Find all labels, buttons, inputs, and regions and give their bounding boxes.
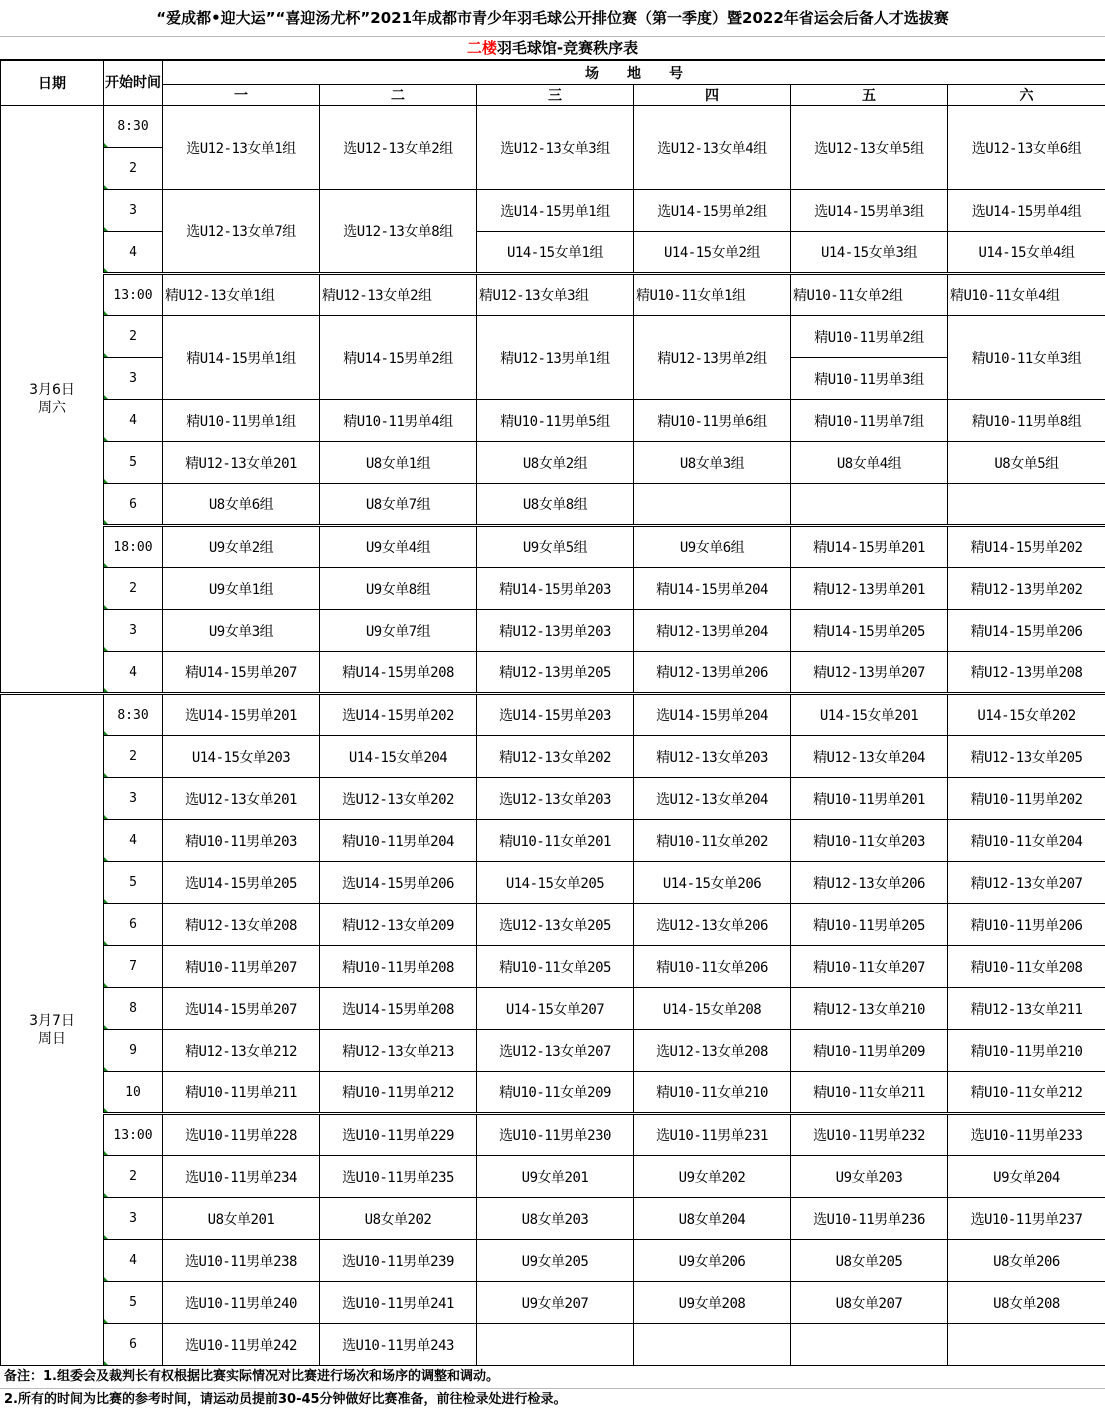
note-line-2: 2.所有的时间为比赛的参考时间，请运动员提前30-45分钟做好比赛准备，前往检录处进行检录。 — [0, 1388, 1105, 1411]
match-cell: 选U10-11男单228 — [163, 1114, 320, 1156]
match-cell: 选U10-11男单240 — [163, 1282, 320, 1324]
match-cell: 选U12-13女单3组 — [477, 106, 634, 190]
match-cell: 选U10-11男单231 — [634, 1114, 791, 1156]
match-cell: 选U14-15男单202 — [320, 694, 477, 736]
match-cell: U8女单4组 — [791, 442, 948, 484]
date-label: 3月6日 — [29, 382, 75, 398]
header-court-3: 三 — [477, 85, 634, 106]
schedule-row — [1, 400, 1105, 442]
match-cell: 选U10-11男单233 — [948, 1114, 1105, 1156]
match-cell: 选U10-11男单232 — [791, 1114, 948, 1156]
start-time-cell: 9 — [104, 1030, 163, 1072]
match-cell: U9女单2组 — [163, 526, 320, 568]
date-cell-day1 — [1, 106, 104, 694]
match-cell: 精U10-11男单3组 — [791, 358, 948, 400]
match-cell: U8女单201 — [163, 1198, 320, 1240]
header-court-4: 四 — [634, 85, 791, 106]
match-cell: U14-15女单3组 — [791, 232, 948, 274]
match-cell: 选U10-11男单239 — [320, 1240, 477, 1282]
match-cell: 选U10-11男单230 — [477, 1114, 634, 1156]
match-cell: U8女单1组 — [320, 442, 477, 484]
match-cell: U8女单208 — [948, 1282, 1105, 1324]
match-cell: 精U12-13男单204 — [634, 610, 791, 652]
start-time-cell: 13:00 — [104, 1114, 163, 1156]
match-cell: 选U12-13女单208 — [634, 1030, 791, 1072]
subtitle-floor: 二楼 — [466, 39, 497, 57]
match-cell: U8女单205 — [791, 1240, 948, 1282]
match-cell: 精U12-13男单207 — [791, 652, 948, 694]
match-cell: 选U12-13女单207 — [477, 1030, 634, 1072]
match-cell: 选U10-11男单238 — [163, 1240, 320, 1282]
start-time-cell: 2 — [104, 316, 163, 358]
match-cell: 选U10-11男单243 — [320, 1324, 477, 1366]
match-cell: 精U14-15男单203 — [477, 568, 634, 610]
start-time-cell: 10 — [104, 1072, 163, 1114]
match-cell: 精U10-11女单212 — [948, 1072, 1105, 1114]
match-cell: 选U12-13女单8组 — [320, 190, 477, 274]
schedule-row — [1, 1072, 1105, 1114]
match-cell: 精U10-11男单211 — [163, 1072, 320, 1114]
date-label: 3月7日 — [29, 1013, 75, 1029]
start-time-cell: 4 — [104, 820, 163, 862]
empty-cell — [948, 484, 1105, 526]
start-time-cell: 13:00 — [104, 274, 163, 316]
start-time-cell: 8 — [104, 988, 163, 1030]
match-cell: 选U14-15男单203 — [477, 694, 634, 736]
match-cell: 精U12-13男单206 — [634, 652, 791, 694]
match-cell: 选U12-13女单203 — [477, 778, 634, 820]
match-cell: 精U14-15男单2组 — [320, 316, 477, 400]
match-cell: 精U10-11男单204 — [320, 820, 477, 862]
start-time-cell: 8:30 — [104, 106, 163, 148]
match-cell: 精U10-11男单4组 — [320, 400, 477, 442]
match-cell: 选U12-13女单2组 — [320, 106, 477, 190]
match-cell: U8女单202 — [320, 1198, 477, 1240]
start-time-cell: 2 — [104, 568, 163, 610]
match-cell: 精U10-11男单207 — [163, 946, 320, 988]
match-cell: 精U12-13女单202 — [477, 736, 634, 778]
match-cell: 精U12-13女单209 — [320, 904, 477, 946]
match-cell: 选U12-13女单7组 — [163, 190, 320, 274]
match-cell: U14-15女单206 — [634, 862, 791, 904]
match-cell: 精U10-11男单206 — [948, 904, 1105, 946]
match-cell: 精U12-13女单212 — [163, 1030, 320, 1072]
match-cell: U14-15女单204 — [320, 736, 477, 778]
match-cell: U9女单207 — [477, 1282, 634, 1324]
schedule-row — [1, 274, 1105, 316]
match-cell: 精U10-11男单202 — [948, 778, 1105, 820]
match-cell: 精U10-11女单3组 — [948, 316, 1105, 400]
match-cell: 选U14-15男单4组 — [948, 190, 1105, 232]
match-cell: 精U12-13男单2组 — [634, 316, 791, 400]
match-cell: 精U12-13女单211 — [948, 988, 1105, 1030]
match-cell: 选U12-13女单4组 — [634, 106, 791, 190]
match-cell: 精U10-11女单206 — [634, 946, 791, 988]
match-cell: 精U14-15男单205 — [791, 610, 948, 652]
match-cell: 精U14-15男单206 — [948, 610, 1105, 652]
schedule-row — [1, 568, 1105, 610]
schedule-row — [1, 652, 1105, 694]
weekday-label: 周日 — [38, 1031, 66, 1047]
match-cell: 精U12-13女单201 — [163, 442, 320, 484]
match-cell: 选U14-15男单3组 — [791, 190, 948, 232]
header-court-5: 五 — [791, 85, 948, 106]
match-cell: 精U12-13女单203 — [634, 736, 791, 778]
match-cell: 精U14-15男单208 — [320, 652, 477, 694]
schedule-row — [1, 1156, 1105, 1198]
match-cell: U14-15女单1组 — [477, 232, 634, 274]
schedule-row — [1, 694, 1105, 736]
match-cell: U9女单4组 — [320, 526, 477, 568]
match-cell: 精U14-15男单1组 — [163, 316, 320, 400]
start-time-cell: 4 — [104, 232, 163, 274]
match-cell: U8女单206 — [948, 1240, 1105, 1282]
match-cell: 精U12-13男单1组 — [477, 316, 634, 400]
match-cell: 精U10-11女单2组 — [791, 274, 948, 316]
match-cell: 精U10-11女单202 — [634, 820, 791, 862]
match-cell: 精U12-13女单1组 — [163, 274, 320, 316]
match-cell: U9女单5组 — [477, 526, 634, 568]
match-cell: 选U10-11男单241 — [320, 1282, 477, 1324]
match-cell: U8女单2组 — [477, 442, 634, 484]
start-time-cell: 8:30 — [104, 694, 163, 736]
schedule-row — [1, 736, 1105, 778]
match-cell: U9女单1组 — [163, 568, 320, 610]
schedule-row — [1, 484, 1105, 526]
empty-cell — [634, 484, 791, 526]
match-cell: 选U14-15男单204 — [634, 694, 791, 736]
start-time-cell: 7 — [104, 946, 163, 988]
match-cell: 精U12-13女单2组 — [320, 274, 477, 316]
match-cell: U8女单5组 — [948, 442, 1105, 484]
match-cell: 选U10-11男单236 — [791, 1198, 948, 1240]
schedule-row — [1, 106, 1105, 148]
match-cell: 精U12-13女单207 — [948, 862, 1105, 904]
match-cell: U9女单204 — [948, 1156, 1105, 1198]
header-court-number: 场 地 号 — [163, 61, 1105, 85]
match-cell: 精U14-15男单204 — [634, 568, 791, 610]
start-time-cell: 3 — [104, 610, 163, 652]
schedule-row — [1, 1198, 1105, 1240]
match-cell: U8女单207 — [791, 1282, 948, 1324]
match-cell: U9女单6组 — [634, 526, 791, 568]
match-cell: U8女单204 — [634, 1198, 791, 1240]
match-cell: 精U10-11男单5组 — [477, 400, 634, 442]
schedule-row — [1, 988, 1105, 1030]
schedule-row — [1, 1282, 1105, 1324]
match-cell: U9女单206 — [634, 1240, 791, 1282]
match-cell: 精U12-13女单204 — [791, 736, 948, 778]
schedule-row — [1, 862, 1105, 904]
match-cell: 精U12-13女单3组 — [477, 274, 634, 316]
start-time-cell: 2 — [104, 1156, 163, 1198]
match-cell: U9女单208 — [634, 1282, 791, 1324]
match-cell: 选U10-11男单235 — [320, 1156, 477, 1198]
schedule-row — [1, 1324, 1105, 1366]
start-time-cell: 4 — [104, 1240, 163, 1282]
match-cell: 精U10-11男单1组 — [163, 400, 320, 442]
match-cell: U8女单3组 — [634, 442, 791, 484]
schedule-row — [1, 1030, 1105, 1072]
match-cell: 精U10-11女单207 — [791, 946, 948, 988]
match-cell: 选U14-15男单1组 — [477, 190, 634, 232]
match-cell: 选U10-11男单242 — [163, 1324, 320, 1366]
match-cell: 精U10-11女单205 — [477, 946, 634, 988]
match-cell: U9女单7组 — [320, 610, 477, 652]
schedule-row — [1, 946, 1105, 988]
start-time-cell: 3 — [104, 1198, 163, 1240]
match-cell: U8女单7组 — [320, 484, 477, 526]
schedule-row — [1, 1114, 1105, 1156]
match-cell: U9女单3组 — [163, 610, 320, 652]
schedule-table — [0, 60, 1105, 1366]
match-cell: 选U12-13女单201 — [163, 778, 320, 820]
match-cell: 精U12-13男单203 — [477, 610, 634, 652]
start-time-cell: 5 — [104, 442, 163, 484]
match-cell: 精U12-13女单208 — [163, 904, 320, 946]
empty-cell — [477, 1324, 634, 1366]
match-cell: 精U10-11女单4组 — [948, 274, 1105, 316]
match-cell: 精U10-11女单209 — [477, 1072, 634, 1114]
match-cell: U14-15女单201 — [791, 694, 948, 736]
match-cell: 精U14-15男单201 — [791, 526, 948, 568]
match-cell: 精U12-13男单201 — [791, 568, 948, 610]
start-time-cell: 5 — [104, 1282, 163, 1324]
match-cell: U14-15女单205 — [477, 862, 634, 904]
match-cell: U14-15女单208 — [634, 988, 791, 1030]
match-cell: U9女单201 — [477, 1156, 634, 1198]
match-cell: 选U14-15男单201 — [163, 694, 320, 736]
match-cell: 精U14-15男单202 — [948, 526, 1105, 568]
match-cell: 选U14-15男单207 — [163, 988, 320, 1030]
match-cell: 选U12-13女单204 — [634, 778, 791, 820]
match-cell: 选U10-11男单229 — [320, 1114, 477, 1156]
match-cell: 选U14-15男单205 — [163, 862, 320, 904]
match-cell: 精U10-11女单208 — [948, 946, 1105, 988]
start-time-cell: 2 — [104, 148, 163, 190]
match-cell: 精U12-13男单202 — [948, 568, 1105, 610]
match-cell: 选U12-13女单6组 — [948, 106, 1105, 190]
match-cell: 选U12-13女单205 — [477, 904, 634, 946]
header-date: 日期 — [1, 61, 104, 106]
match-cell: U14-15女单202 — [948, 694, 1105, 736]
start-time-cell: 4 — [104, 652, 163, 694]
match-cell: 精U10-11女单201 — [477, 820, 634, 862]
match-cell: 精U10-11男单203 — [163, 820, 320, 862]
match-cell: U8女单8组 — [477, 484, 634, 526]
match-cell: 精U12-13女单205 — [948, 736, 1105, 778]
match-cell: 精U10-11男单212 — [320, 1072, 477, 1114]
header-court-6: 六 — [948, 85, 1105, 106]
match-cell: U9女单205 — [477, 1240, 634, 1282]
match-cell: 精U12-13女单213 — [320, 1030, 477, 1072]
note-line-1: 备注：1.组委会及裁判长有权根据比赛实际情况对比赛进行场次和场序的调整和调动。 — [4, 1369, 499, 1384]
match-cell: 精U10-11男单7组 — [791, 400, 948, 442]
match-cell: 精U10-11男单210 — [948, 1030, 1105, 1072]
start-time-cell: 2 — [104, 736, 163, 778]
match-cell: 选U10-11男单234 — [163, 1156, 320, 1198]
match-cell: 选U12-13女单1组 — [163, 106, 320, 190]
match-cell: 精U10-11男单8组 — [948, 400, 1105, 442]
start-time-cell: 3 — [104, 358, 163, 400]
match-cell: U9女单8组 — [320, 568, 477, 610]
match-cell: 精U14-15男单207 — [163, 652, 320, 694]
match-cell: U14-15女单207 — [477, 988, 634, 1030]
match-cell: U14-15女单4组 — [948, 232, 1105, 274]
empty-cell — [948, 1324, 1105, 1366]
match-cell: U14-15女单203 — [163, 736, 320, 778]
match-cell: U8女单6组 — [163, 484, 320, 526]
match-cell: 精U10-11男单208 — [320, 946, 477, 988]
match-cell: 选U10-11男单237 — [948, 1198, 1105, 1240]
weekday-label: 周六 — [38, 400, 66, 416]
match-cell: 精U12-13男单208 — [948, 652, 1105, 694]
header-court-2: 二 — [320, 85, 477, 106]
match-cell: 精U10-11男单201 — [791, 778, 948, 820]
match-cell: 精U10-11女单210 — [634, 1072, 791, 1114]
header-court-1: 一 — [163, 85, 320, 106]
match-cell: 精U10-11女单211 — [791, 1072, 948, 1114]
schedule-row — [1, 190, 1105, 232]
match-cell: 选U12-13女单206 — [634, 904, 791, 946]
start-time-cell: 3 — [104, 190, 163, 232]
match-cell: 精U10-11女单1组 — [634, 274, 791, 316]
schedule-row — [1, 526, 1105, 568]
match-cell: 精U12-13女单206 — [791, 862, 948, 904]
match-cell: U8女单203 — [477, 1198, 634, 1240]
schedule-row — [1, 316, 1105, 358]
match-cell: 精U10-11女单204 — [948, 820, 1105, 862]
match-cell: 精U10-11男单2组 — [791, 316, 948, 358]
header-start-time: 开始时间 — [104, 61, 163, 106]
schedule-row — [1, 778, 1105, 820]
match-cell: 精U10-11男单6组 — [634, 400, 791, 442]
schedule-row — [1, 820, 1105, 862]
match-cell: U14-15女单2组 — [634, 232, 791, 274]
schedule-row — [1, 442, 1105, 484]
start-time-cell: 6 — [104, 904, 163, 946]
empty-cell — [791, 1324, 948, 1366]
match-cell: 精U10-11男单205 — [791, 904, 948, 946]
start-time-cell: 3 — [104, 778, 163, 820]
match-cell: 选U12-13女单5组 — [791, 106, 948, 190]
start-time-cell: 6 — [104, 1324, 163, 1366]
empty-cell — [634, 1324, 791, 1366]
document-title: “爱成都•迎大运”“喜迎汤尤杯”2021年成都市青少年羽毛球公开排位赛（第一季度）暨2022年省运会后备人才选拔赛 — [0, 0, 1105, 37]
match-cell: 选U14-15男单2组 — [634, 190, 791, 232]
schedule-row — [1, 904, 1105, 946]
venue-subtitle — [0, 37, 1105, 60]
match-cell: U9女单202 — [634, 1156, 791, 1198]
empty-cell — [791, 484, 948, 526]
match-cell: 精U10-11男单209 — [791, 1030, 948, 1072]
start-time-cell: 4 — [104, 400, 163, 442]
start-time-cell: 18:00 — [104, 526, 163, 568]
match-cell: U9女单203 — [791, 1156, 948, 1198]
match-cell: 精U12-13男单205 — [477, 652, 634, 694]
start-time-cell: 6 — [104, 484, 163, 526]
match-cell: 选U12-13女单202 — [320, 778, 477, 820]
match-cell: 选U14-15男单206 — [320, 862, 477, 904]
match-cell: 选U14-15男单208 — [320, 988, 477, 1030]
start-time-cell: 5 — [104, 862, 163, 904]
match-cell: 精U10-11女单203 — [791, 820, 948, 862]
subtitle-rest: 羽毛球馆-竞赛秩序表 — [496, 39, 639, 57]
match-cell: 精U12-13女单210 — [791, 988, 948, 1030]
date-cell-day2 — [1, 694, 104, 1366]
schedule-row — [1, 610, 1105, 652]
notes — [0, 1366, 1105, 1411]
schedule-row — [1, 1240, 1105, 1282]
